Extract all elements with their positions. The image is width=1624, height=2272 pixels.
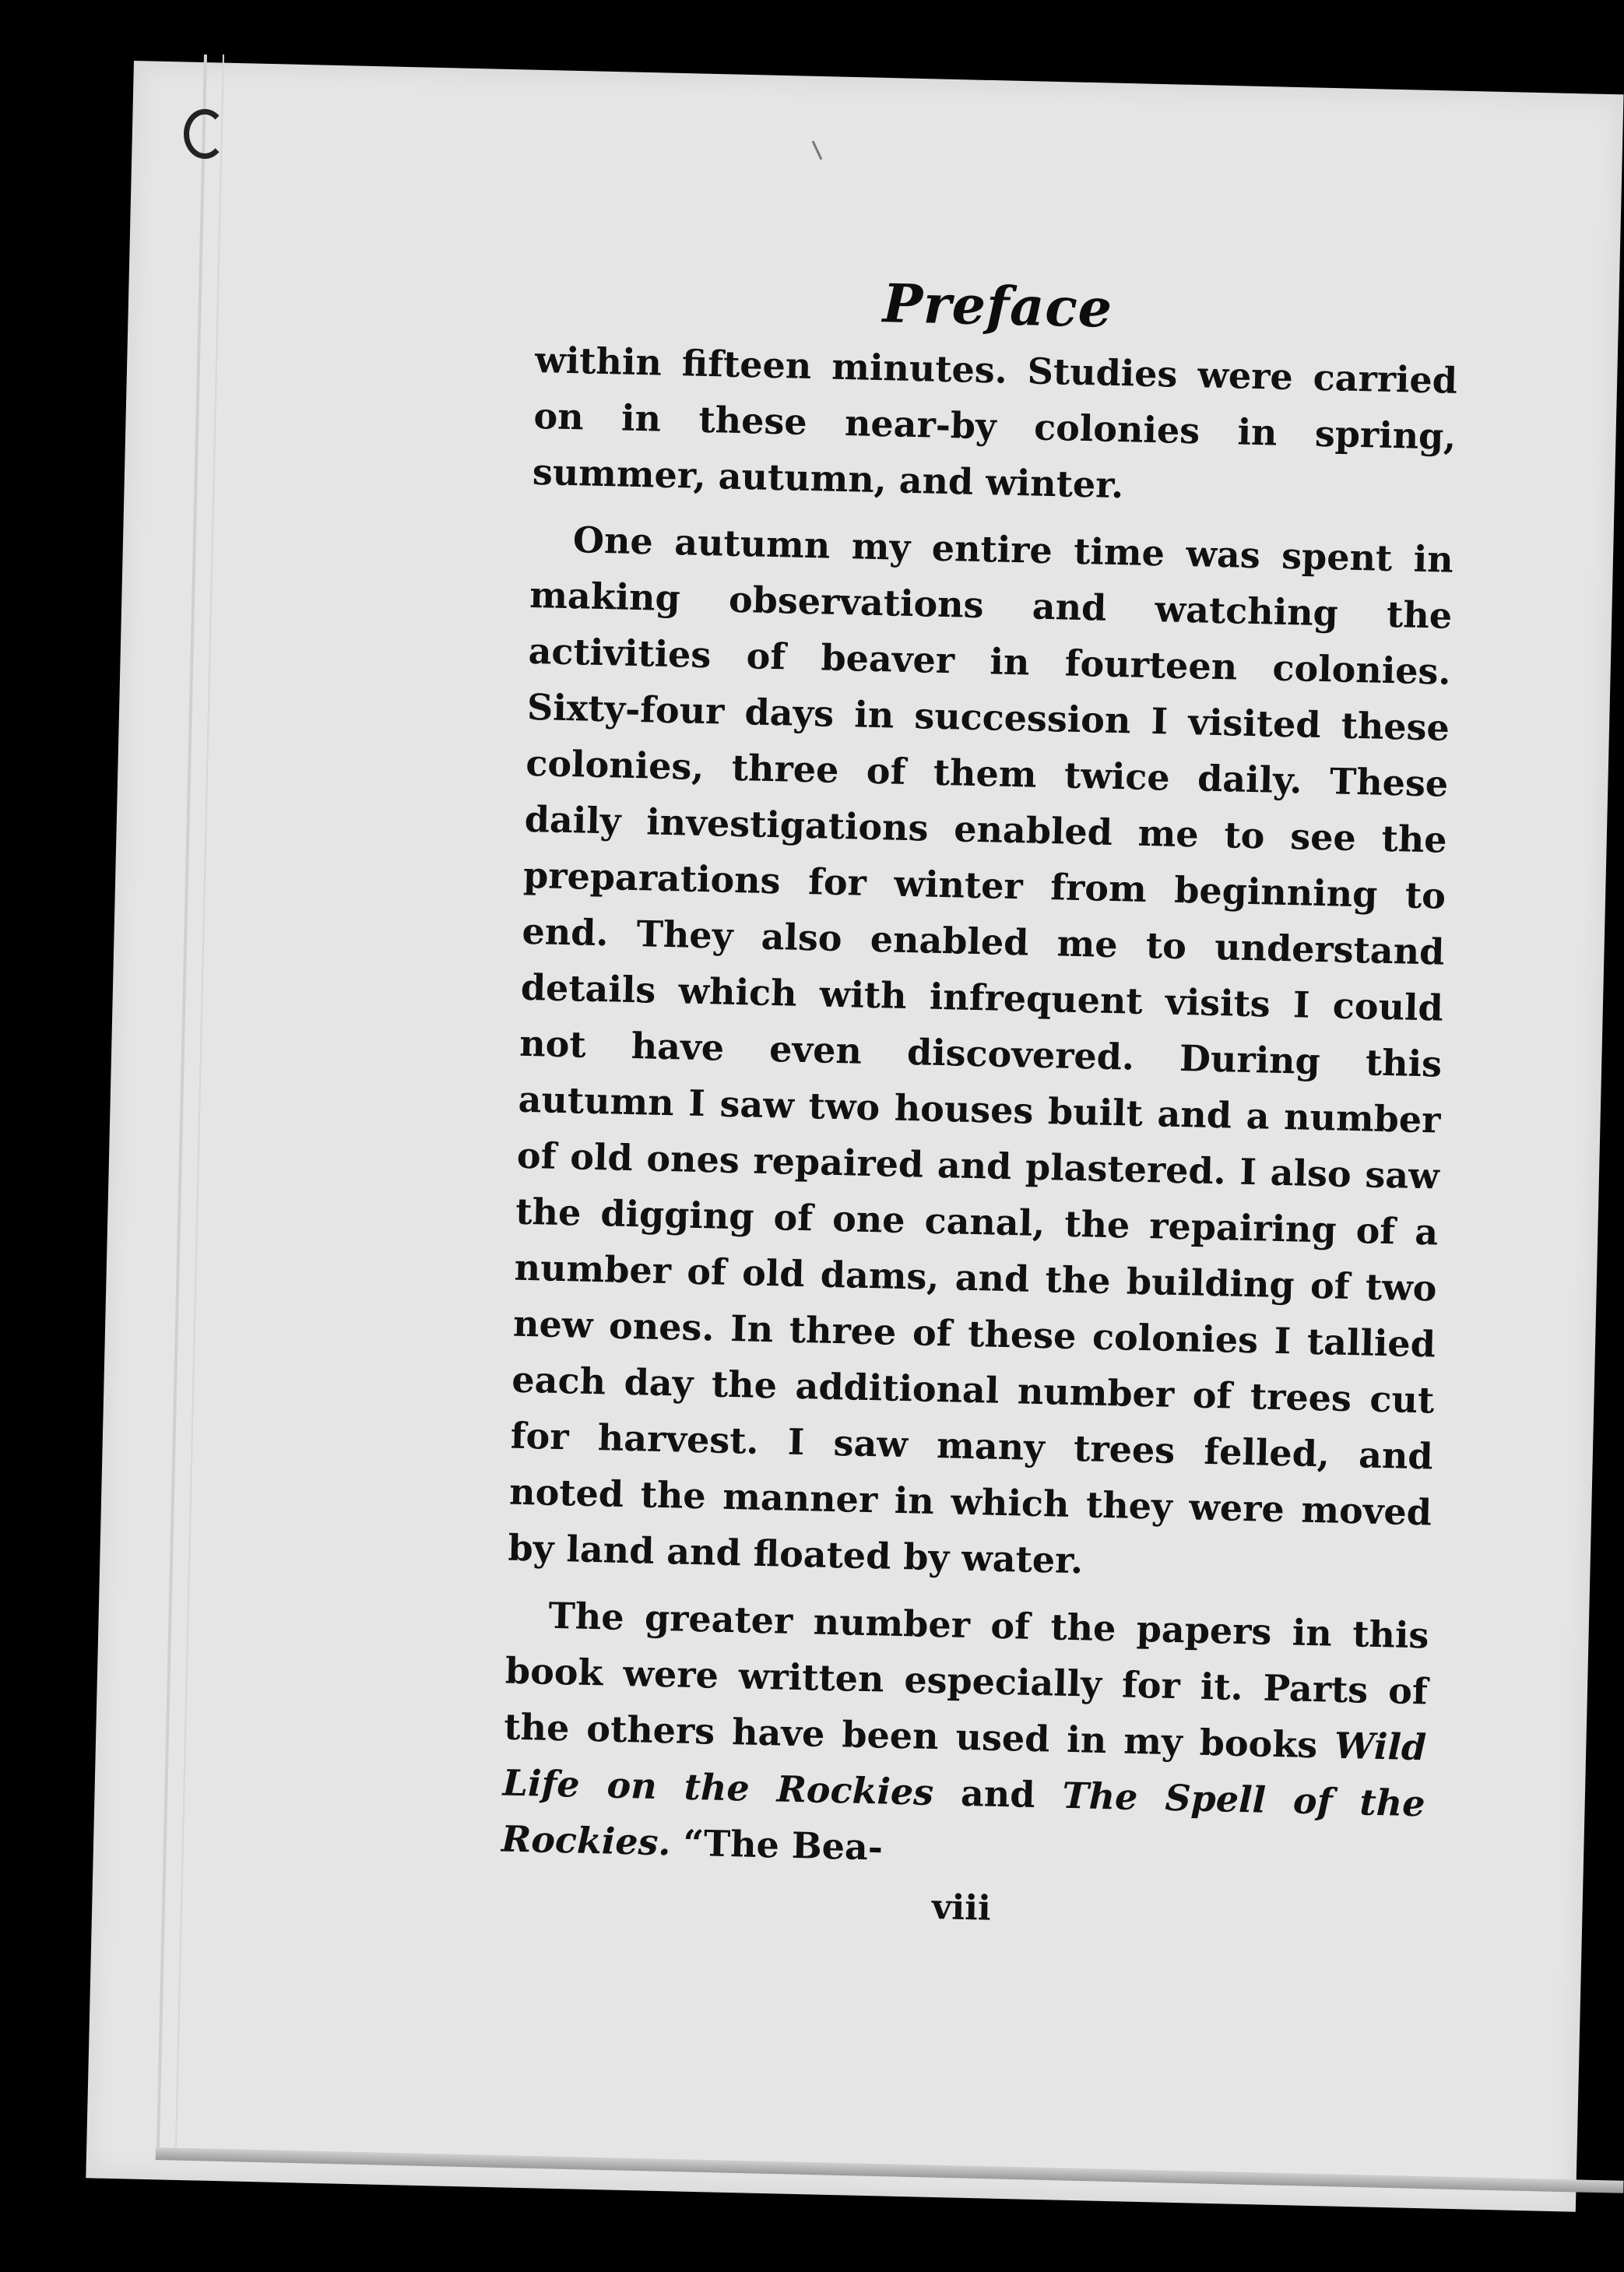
paragraph-2: One autumn my entire time was spent in making observations and watching the activities of beaver in fourteen colonies. Sixty-four days in succession I visited these colonies, three of them twice daily. These daily investigations enabled me to see the preparations for winter from beginning to end. They also enabled me to understand details which with infrequent visits I could not have even discovered. During this autumn I saw two houses built and a number of old ones repaired and plastered. I also saw the digging of one canal, the repairing of a number of old dams, and the building of two new ones. In three of these colonies I tallied each day the additional number of trees cut for harvest. I saw many trees felled, and noted the manner in which they were moved by land and floated by water.: [507, 519, 1454, 1582]
paragraph-3-mid: and: [933, 1771, 1063, 1817]
paragraph-3-start: The greater number of the papers in this book were written especially for it. Parts of the others have been used in my books: [503, 1594, 1429, 1767]
paragraph-3: [501, 1587, 1429, 1888]
book-title-wild-life: Wild Life on the Rockies: [502, 1724, 1427, 1814]
page-heading: Preface: [881, 273, 1113, 340]
paragraph-3-end: “The Bea-: [670, 1821, 884, 1869]
book-title-spell: The Spell of the Rockies.: [501, 1774, 1426, 1864]
margin-mark-icon: [184, 109, 226, 159]
page-number: viii: [931, 1887, 992, 1929]
paragraph-1: within fifteen minutes. Studies were carried on in these near-by colonies in spring, summer, autumn, and winter.: [532, 338, 1458, 507]
page-text-block: [500, 265, 1460, 1938]
